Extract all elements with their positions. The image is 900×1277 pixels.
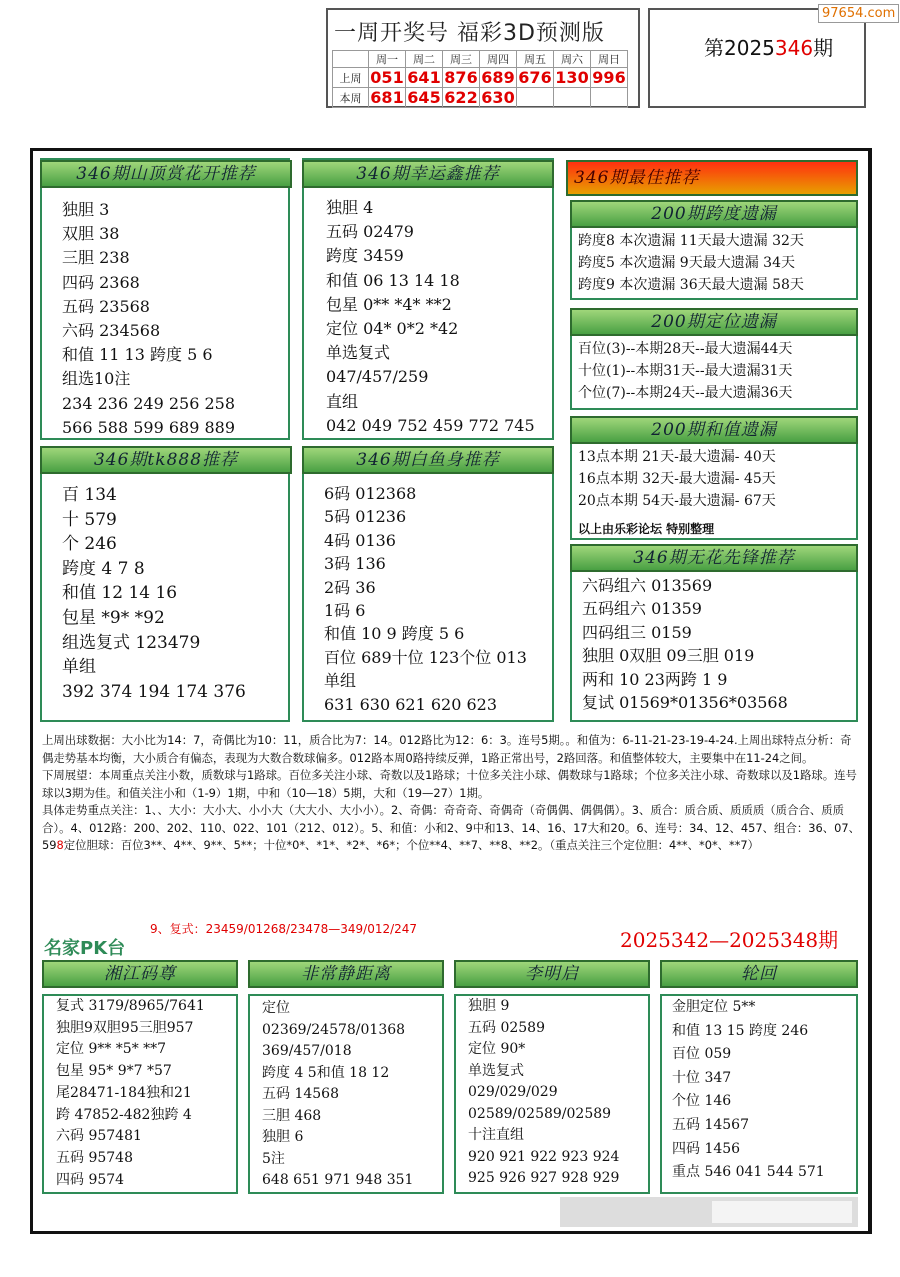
draw-number: 130 — [555, 68, 589, 87]
panel-lines: 定位 02369/24578/01368 369/457/018 跨度 4 5和值 18 12 五码 14568 三胆 468 独胆 6 5注 648 651 971 948 351 — [262, 1000, 414, 1188]
analysis-paragraph: 上周出球数据：大小比为14：7，奇偶比为10：11，质合比为7：14。012路比为12：6：3。连号5期。。和值为：6-11-21-23-19-4-24.上周出球特点分析：奇偶走势基本均衡，大小质合有偏态，表现为大数合数球偏多。012路本周0路持续反弹，1路正常出号，2路回落。和值整体较大，主要集中在11-24之间。 — [42, 733, 852, 765]
pk-title: 名家PK台 — [44, 938, 126, 959]
weekly-draw-table — [332, 50, 628, 108]
panel-title: 346期白鱼身推荐 — [302, 446, 554, 474]
pk-col-title: 李明启 — [454, 960, 650, 988]
panel-lines: 独胆 4 五码 02479 跨度 3459 和值 06 13 14 18 包星 0** *4* **2 定位 04* 0*2 *42 单选复式 047/457/259 直组 042 049 752 459 772 745 — [326, 198, 535, 435]
panel-lines: 六码组六 013569 五码组六 01359 四码组三 0159 独胆 0双胆 09三胆 019 两和 10 23两跨 1 9 复试 01569*01356*03568 — [582, 576, 788, 713]
analysis-paragraph: 下周展望：本周重点关注小数，质数球与1路球。百位多关注小球、奇数以及1路球；十位多关注小球、偶数球与1路球；个位多关注小球、奇数球以及1路球。连号球以3期为佳。和值关注小和（1-9）1期，中和（10—18）5期，大和（19—27）1期。 — [42, 768, 857, 800]
pk-col-title: 轮回 — [660, 960, 858, 988]
day-header: 周六 — [554, 51, 591, 68]
analysis-text — [42, 732, 862, 855]
panel-lines: 百 134 十 579 个 246 跨度 4 7 8 和值 12 14 16 包星 *9* *92 组选复式 123479 单组 392 374 194 174 376 — [62, 485, 246, 702]
panel-title: 346期tk888推荐 — [40, 446, 292, 474]
draw-number: 681 — [370, 88, 404, 107]
draw-number: 996 — [592, 68, 626, 87]
complex-line: 9、复式：23459/01268/23478—349/012/247 — [150, 922, 418, 936]
table-row — [333, 88, 628, 108]
panel-title-best: 346期最佳推荐 — [566, 160, 858, 196]
analysis-paragraph: 具体走势重点关注：1、、大小：大小大、小小大（大大小、大小小）。2、奇偶：奇奇奇、奇偶奇（奇偶偶、偶偶偶）。3、质合：质合质、质质质（质合合、质质合）。4、012路：200、202、110、022、101（212、012）。5、和值：小和2、9中和13、14、16、17大和20。6、连号：34、12、457、组合：36、07、598定位胆球：百位3**、4**、9**、5**；十位*0*、*1*、*2*、*6*；个位**4、**7、**8、**2。（重点关注三个定位胆：4**、*0*、**7） — [42, 803, 861, 852]
panel-title: 200期和值遗漏 — [570, 416, 858, 444]
pk-period: 2025342—2025348期 — [620, 928, 839, 952]
draw-number — [554, 88, 591, 108]
panel-lines: 金胆定位 5** 和值 13 15 跨度 246 百位 059 十位 347 个位 146 五码 14567 四码 1456 重点 546 041 544 571 — [672, 999, 825, 1181]
bottom-bar-inner — [712, 1201, 852, 1223]
draw-number: 645 — [407, 88, 441, 107]
draw-number: 630 — [481, 88, 515, 107]
day-header: 周日 — [591, 51, 628, 68]
panel-lines: 跨度8 本次遗漏 11天最大遗漏 32天 跨度5 本次遗漏 9天最大遗漏 34天 跨度9 本次遗漏 36天最大遗漏 58天 — [578, 233, 804, 293]
weekly-draw-box — [326, 8, 640, 108]
draw-number — [591, 88, 628, 108]
issue-number: 第2025346期 — [704, 36, 834, 60]
day-header: 周四 — [480, 51, 517, 68]
draw-number — [517, 88, 554, 108]
issue-box — [648, 8, 866, 108]
draw-number: 676 — [518, 68, 552, 87]
row-label: 上周 — [333, 68, 369, 88]
header-title: 一周开奖号 福彩3D预测版 — [334, 21, 605, 46]
day-header: 周五 — [517, 51, 554, 68]
table-row — [333, 68, 628, 88]
row-label: 本周 — [333, 88, 369, 108]
panel-lines: 13点本期 21天-最大遗漏- 40天 16点本期 32天-最大遗漏- 45天 20点本期 54天-最大遗漏- 67天 — [578, 449, 776, 509]
site-tag[interactable]: 97654.com — [818, 4, 899, 23]
pk-col-title: 湘江码尊 — [42, 960, 238, 988]
panel-lines: 独胆 9 五码 02589 定位 90* 单选复式 029/029/029 02589/02589/02589 十注直组 920 921 922 923 924 925 926 927 928 929 — [468, 998, 620, 1186]
draw-number: 689 — [481, 68, 515, 87]
pk-col-title: 非常静距离 — [248, 960, 444, 988]
panel-lines: 复式 3179/8965/7641 独胆9双胆95三胆957 定位 9** *5* **7 包星 95* 9*7 *57 尾28471-184独和21 跨 47852-482独跨 4 六码 957481 五码 95748 四码 9574 — [56, 998, 205, 1188]
day-header: 周二 — [406, 51, 443, 68]
panel-title: 346期幸运鑫推荐 — [302, 160, 554, 188]
panel-title: 346期山顶赏花开推荐 — [40, 160, 292, 188]
panel-title: 200期跨度遗漏 — [570, 200, 858, 228]
draw-number: 641 — [407, 68, 441, 87]
panel-title: 200期定位遗漏 — [570, 308, 858, 336]
panel-lines: 百位(3)--本期28天--最大遗漏44天 十位(1)--本期31天--最大遗漏31天 个位(7)--本期24天--最大遗漏36天 — [578, 341, 793, 401]
panel-lines: 独胆 3 双胆 38 三胆 238 四码 2368 五码 23568 六码 234568 和值 11 13 跨度 5 6 组选10注 234 236 249 256 258 566 588 599 689 889 — [62, 200, 236, 437]
draw-number: 622 — [444, 88, 478, 107]
day-header: 周三 — [443, 51, 480, 68]
draw-number: 876 — [444, 68, 478, 87]
source-note: 以上由乐彩论坛 特别整理 — [578, 522, 715, 536]
draw-number: 051 — [370, 68, 404, 87]
panel-title: 346期无花先锋推荐 — [570, 544, 858, 572]
day-header: 周一 — [369, 51, 406, 68]
panel-lines: 6码 012368 5码 01236 4码 0136 3码 136 2码 36 1码 6 和值 10 9 跨度 5 6 百位 689十位 123个位 013 单组 631 630 621 620 623 — [324, 484, 527, 714]
